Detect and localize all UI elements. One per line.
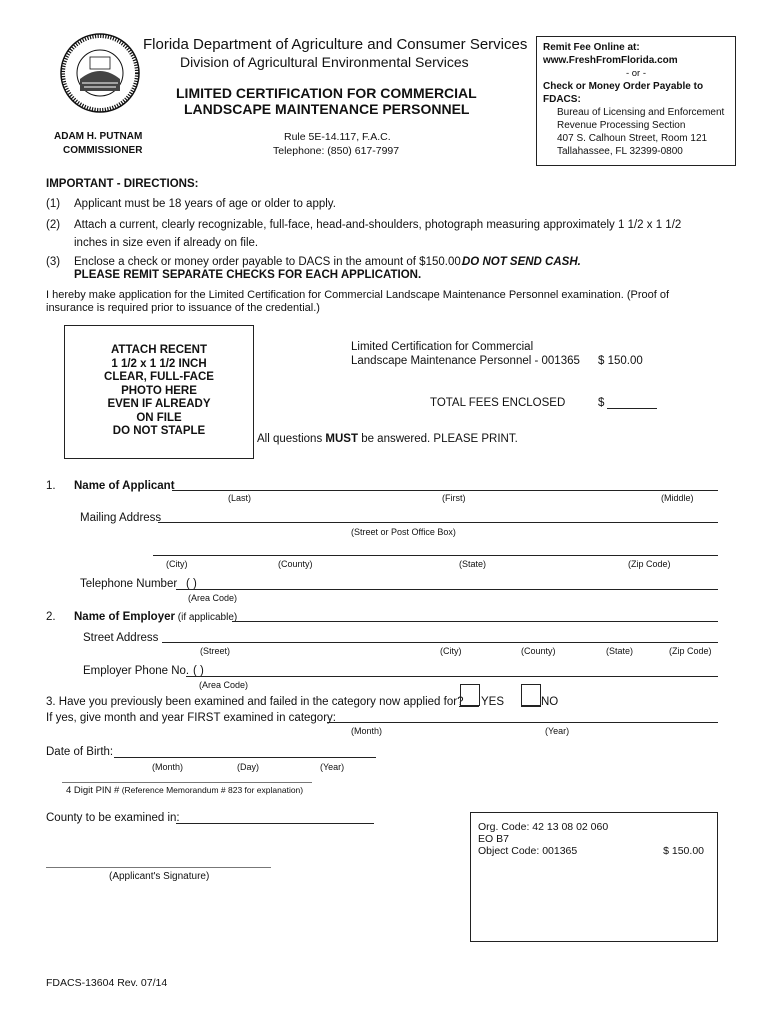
employer-phone-field[interactable] xyxy=(186,676,718,677)
check-payable-line1: Check or Money Order Payable to xyxy=(543,81,704,92)
employer-address-field[interactable] xyxy=(162,642,718,643)
total-fees-dollar: $ xyxy=(598,397,605,409)
signature-field[interactable] xyxy=(46,867,271,868)
direction-3-text: Enclose a check or money order payable to DACS in the amount of $150.00. xyxy=(74,256,464,268)
employer-name-field[interactable] xyxy=(232,621,718,622)
address-line3: 407 S. Calhoun Street, Room 121 xyxy=(557,133,708,144)
yes-checkbox-underline xyxy=(459,706,479,707)
caption-exam-month: (Month) xyxy=(351,726,383,736)
object-code: Object Code: 001365 xyxy=(478,845,578,857)
caption-zip: (Zip Code) xyxy=(628,559,671,569)
pin-label: 4 Digit PIN # (Reference Memorandum # 823 for explanation) xyxy=(66,785,304,796)
pin-field[interactable] xyxy=(62,782,312,783)
caption-employer-city: (City) xyxy=(440,646,462,656)
telephone-area-parens: ( ) xyxy=(186,578,197,590)
photo-instruction-6: ON FILE xyxy=(136,411,182,424)
photo-instruction-1: ATTACH RECENT xyxy=(110,344,208,356)
q1-number: 1. xyxy=(46,480,56,492)
office-use-amount: $ 150.00 xyxy=(663,845,704,857)
check-payable-line2: FDACS: xyxy=(543,94,581,105)
direction-2-num: (2) xyxy=(46,219,61,231)
photo-attach-box[interactable] xyxy=(64,325,254,459)
caption-employer-state: (State) xyxy=(606,646,634,656)
photo-instruction-5: EVEN IF ALREADY xyxy=(107,398,211,410)
photo-instruction-7: DO NOT STAPLE xyxy=(112,425,206,437)
q3-followup-label: If yes, give month and year FIRST examined in category: xyxy=(46,712,336,724)
form-title-line2: LANDSCAPE MAINTENANCE PERSONNEL xyxy=(184,101,470,117)
fee-item-line1: Limited Certification for Commercial xyxy=(351,341,534,353)
direction-1-text: Applicant must be 18 years of age or older to apply. xyxy=(74,198,336,210)
fee-item-amount: $ 150.00 xyxy=(598,355,643,367)
form-title-line1: LIMITED CERTIFICATION FOR COMMERCIAL xyxy=(176,85,477,101)
application-statement-line2: insurance is required prior to issuance of the credential.) xyxy=(46,302,320,314)
application-statement-line1: I hereby make application for the Limited Certification for Commercial Landscape Maintenance Personnel examination. (Proof of xyxy=(46,289,670,301)
online-label: Remit Fee Online at: xyxy=(543,42,640,53)
caption-first: (First) xyxy=(442,493,466,503)
address-line2: Revenue Processing Section xyxy=(557,120,686,131)
or-separator: - or - xyxy=(625,68,647,79)
form-number: FDACS-13604 Rev. 07/14 xyxy=(46,977,168,989)
direction-2-text-cont: inches in size even if already on file. xyxy=(74,237,259,249)
print-instruction: All questions MUST be answered. PLEASE PRINT. xyxy=(257,433,518,445)
caption-county: (County) xyxy=(278,559,313,569)
yes-checkbox[interactable] xyxy=(460,684,480,706)
first-exam-date-field[interactable] xyxy=(327,722,718,723)
telephone-label: Telephone Number xyxy=(80,578,178,590)
dob-label: Date of Birth: xyxy=(46,746,114,758)
mailing-address-label: Mailing Address xyxy=(80,512,162,524)
org-code: Org. Code: 42 13 08 02 060 xyxy=(478,821,609,833)
caption-street: (Street) xyxy=(200,646,231,656)
eo-code: EO B7 xyxy=(478,833,509,845)
commissioner-name: ADAM H. PUTNAM xyxy=(54,131,143,142)
caption-state: (State) xyxy=(459,559,487,569)
separate-checks-note: PLEASE REMIT SEPARATE CHECKS FOR EACH APPLICATION. xyxy=(74,269,422,281)
no-label: NO xyxy=(541,696,559,708)
caption-city: (City) xyxy=(166,559,188,569)
remit-fee-box xyxy=(536,36,736,166)
commissioner-title: COMMISSIONER xyxy=(63,145,143,156)
telephone-info: Telephone: (850) 617-7997 xyxy=(273,145,400,157)
employer-phone-label: Employer Phone No. xyxy=(83,665,190,677)
photo-instruction-4: PHOTO HERE xyxy=(121,384,197,397)
caption-dob-year: (Year) xyxy=(320,762,345,772)
yes-label: YES xyxy=(481,696,505,708)
division-name: Division of Agricultural Environmental Services xyxy=(180,54,469,70)
caption-street-or-box: (Street or Post Office Box) xyxy=(351,527,456,537)
caption-last: (Last) xyxy=(228,493,252,503)
caption-exam-year: (Year) xyxy=(545,726,570,736)
caption-employer-zip: (Zip Code) xyxy=(669,646,712,656)
address-line4: Tallahassee, FL 32399-0800 xyxy=(557,146,683,157)
no-cash-warning: DO NOT SEND CASH. xyxy=(462,256,581,268)
rule-citation: Rule 5E-14.117, F.A.C. xyxy=(284,131,391,143)
fee-item-line2: Landscape Maintenance Personnel - 001365 xyxy=(351,355,580,367)
caption-employer-county: (County) xyxy=(521,646,556,656)
address-line1: Bureau of Licensing and Enforcement xyxy=(557,107,725,118)
telephone-field[interactable] xyxy=(176,589,718,590)
employer-street-label: Street Address xyxy=(83,632,159,644)
direction-1-num: (1) xyxy=(46,198,61,210)
directions-heading: IMPORTANT - DIRECTIONS: xyxy=(46,178,199,190)
applicant-name-label: Name of Applicant xyxy=(74,480,175,492)
total-fees-field[interactable] xyxy=(607,408,657,409)
signature-caption: (Applicant's Signature) xyxy=(109,871,210,882)
q3-question: 3. Have you previously been examined and failed in the category now applied for? xyxy=(46,696,464,708)
employer-phone-parens: ( ) xyxy=(193,665,204,677)
photo-instruction-3: CLEAR, FULL-FACE xyxy=(104,371,214,383)
caption-employer-area-code: (Area Code) xyxy=(199,680,249,690)
caption-middle: (Middle) xyxy=(661,493,694,503)
online-url: www.FreshFromFlorida.com xyxy=(543,55,678,66)
caption-dob-day: (Day) xyxy=(237,762,259,772)
employer-name-label: Name of Employer (if applicable) xyxy=(74,611,238,623)
no-checkbox[interactable] xyxy=(521,684,541,706)
applicant-name-field[interactable] xyxy=(172,490,718,491)
exam-county-field[interactable] xyxy=(176,823,374,824)
department-seal-logo xyxy=(60,33,140,113)
direction-2-text: Attach a current, clearly recognizable, full-face, head-and-shoulders, photograph measuring approximately 1 1/2 x 1 1/2 xyxy=(74,219,682,231)
mailing-address-field[interactable] xyxy=(158,522,718,523)
no-checkbox-underline xyxy=(521,706,541,707)
caption-area-code: (Area Code) xyxy=(188,593,238,603)
caption-dob-month: (Month) xyxy=(152,762,184,772)
photo-instruction-2: 1 1/2 x 1 1/2 INCH xyxy=(111,357,207,370)
office-use-box xyxy=(470,812,718,942)
total-fees-label: TOTAL FEES ENCLOSED xyxy=(430,397,566,409)
direction-3-num: (3) xyxy=(46,256,61,268)
exam-county-label: County to be examined in: xyxy=(46,812,180,824)
agency-name: Florida Department of Agriculture and Consumer Services xyxy=(143,36,528,53)
city-state-zip-field[interactable] xyxy=(153,555,718,556)
q2-number: 2. xyxy=(46,611,56,623)
dob-field[interactable] xyxy=(114,757,376,758)
